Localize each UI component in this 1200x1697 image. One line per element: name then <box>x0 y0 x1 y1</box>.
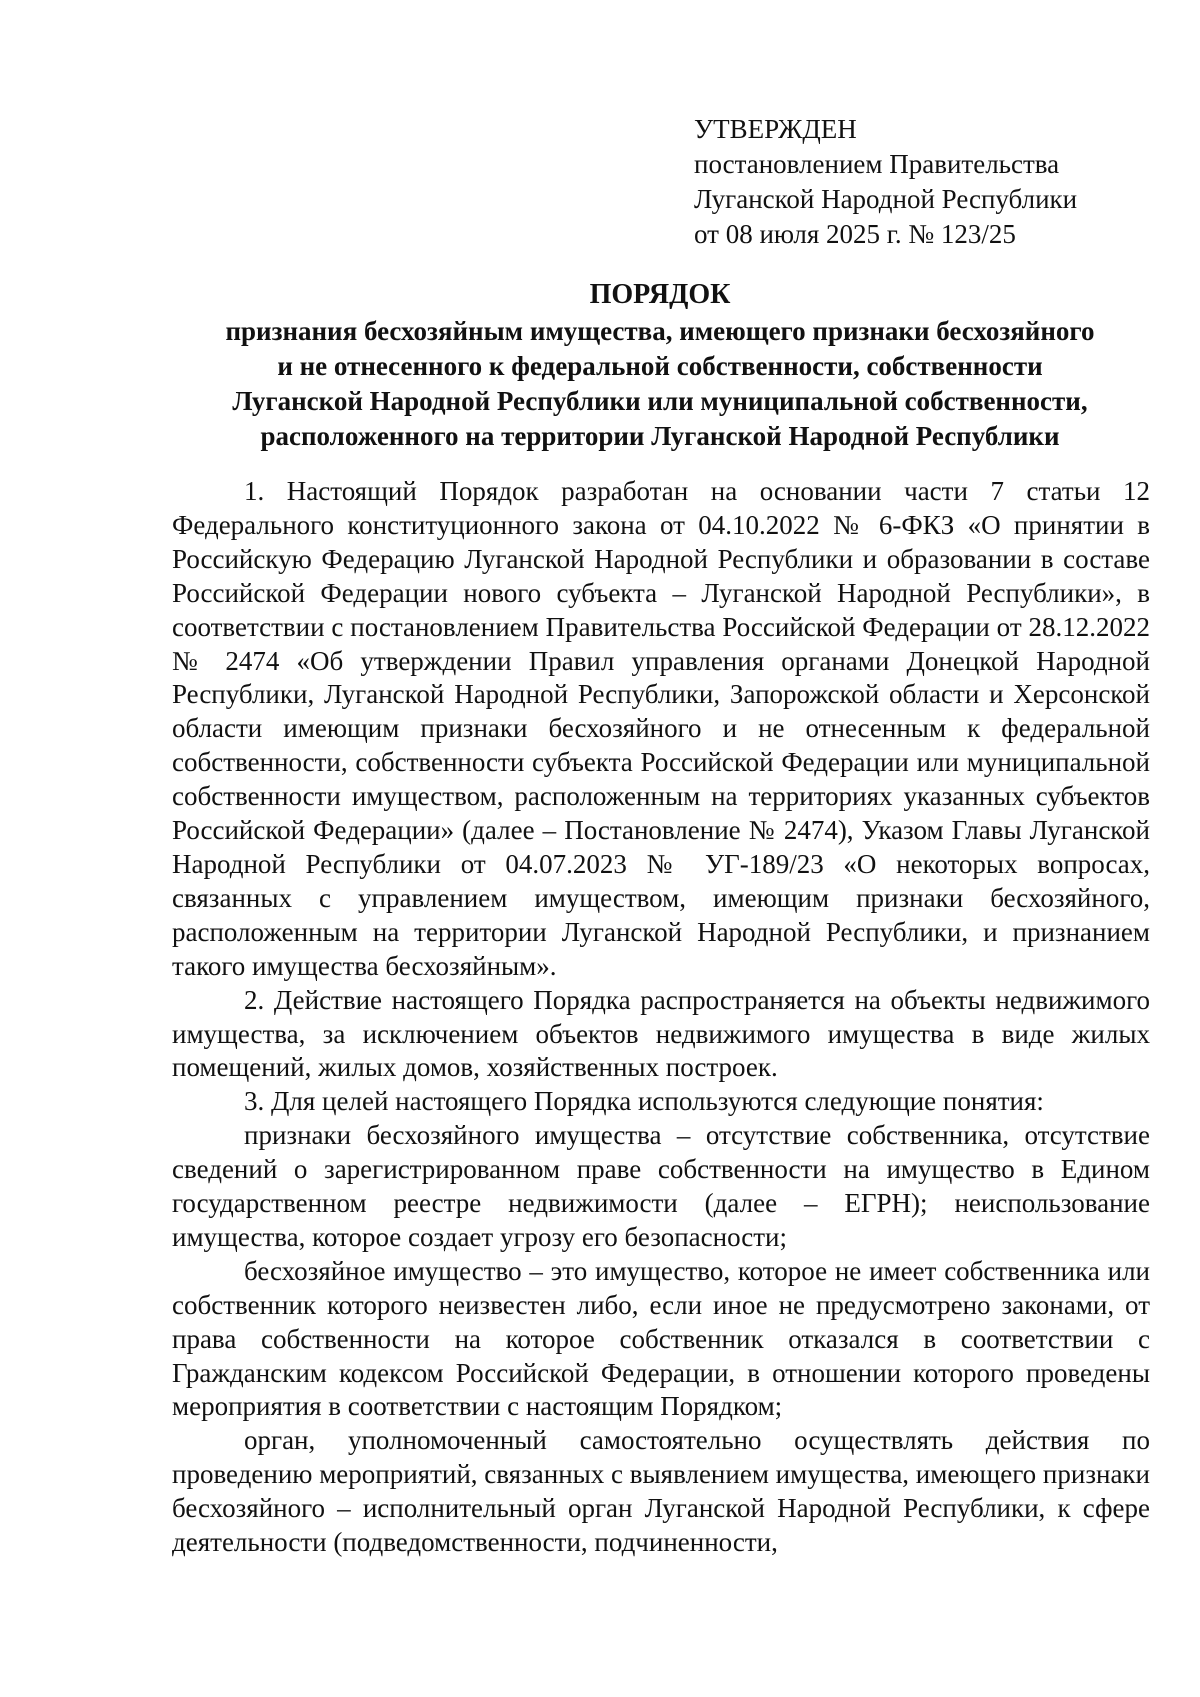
approval-line-date-number: от 08 июля 2025 г. № 123/25 <box>694 219 1016 249</box>
definition-paragraph: бесхозяйное имущество – это имущество, которое не имеет собственника или собственник которого неизвестен либо, если иное не предусмотрено законами, от права собственности на которое собственник отказался в соответствии с Гражданским кодексом Российской Федерации, в отношении которого проведены мероприятия в соответствии с настоящим Порядком; <box>172 1255 1150 1422</box>
paragraph-1: 1. Настоящий Порядок разработан на основании части 7 статьи 12 Федерального конституционного закона от 04.10.2022 № 6-ФКЗ «О принятии в Российскую Федерацию Луганской Народной Республики и образовании в составе Российской Федерации нового субъекта – Луганской Народной Республики», в соответствии с постановлением Правительства Российской Федерации от 28.12.2022 № 2474 «Об утверждении Правил управления органами Донецкой Народной Республики, Луганской Народной Республики, Запорожской области и Херсонской области имеющим признаки бесхозяйного и не отнесенным к федеральной собственности, собственности субъекта Российской Федерации или муниципальной собственности имуществом, расположенным на территориях указанных субъектов Российской Федерации» (далее – Постановление № 2474), Указом Главы Луганской Народной Республики от 04.07.2023 № УГ-189/23 «О некоторых вопросах, связанных с управлением имуществом, имеющим признаки бесхозяйного, расположенным на территории Луганской Народной Республики, и признанием такого имущества бесхозяйным». <box>172 476 1150 981</box>
definition-paragraph: орган, уполномоченный самостоятельно осуществлять действия по проведению мероприятий, связанных с выявлением имущества, имеющего признаки бесхозяйного – исполнительный орган Луганской Народной Республики, к сфере деятельности (подведомственности, подчиненности, <box>172 1425 1150 1558</box>
title-subtitle-line: и не отнесенного к федеральной собственности, собственности <box>277 351 1043 381</box>
paragraph-3: 3. Для целей настоящего Порядка используются следующие понятия: <box>244 1086 1044 1117</box>
title-subtitle-line: Луганской Народной Республики или муниципальной собственности, <box>232 386 1088 416</box>
approval-stamp-block <box>694 112 1164 252</box>
document-title <box>170 278 1150 454</box>
title-main: ПОРЯДОК <box>589 279 731 310</box>
approval-line-republic: Луганской Народной Республики <box>694 184 1078 214</box>
title-subtitle-line: расположенного на территории Луганской Народной Республики <box>260 421 1060 451</box>
approval-line-resolution: постановлением Правительства <box>694 149 1060 179</box>
paragraph-2: 2. Действие настоящего Порядка распространяется на объекты недвижимого имущества, за исключением объектов недвижимого имущества в виде жилых помещений, жилых домов, хозяйственных построек. <box>172 984 1150 1083</box>
definition-paragraph: признаки бесхозяйного имущества – отсутствие собственника, отсутствие сведений о зарегистрированном праве собственности на имущество в Едином государственном реестре недвижимости (далее – ЕГРН); неиспользование имущества, которое создает угрозу его безопасности; <box>172 1120 1150 1252</box>
document-body <box>172 475 1150 1560</box>
approval-heading: УТВЕРЖДЕН <box>694 114 857 144</box>
title-subtitle-line: признания бесхозяйным имущества, имеющего признаки бесхозяйного <box>225 316 1095 346</box>
